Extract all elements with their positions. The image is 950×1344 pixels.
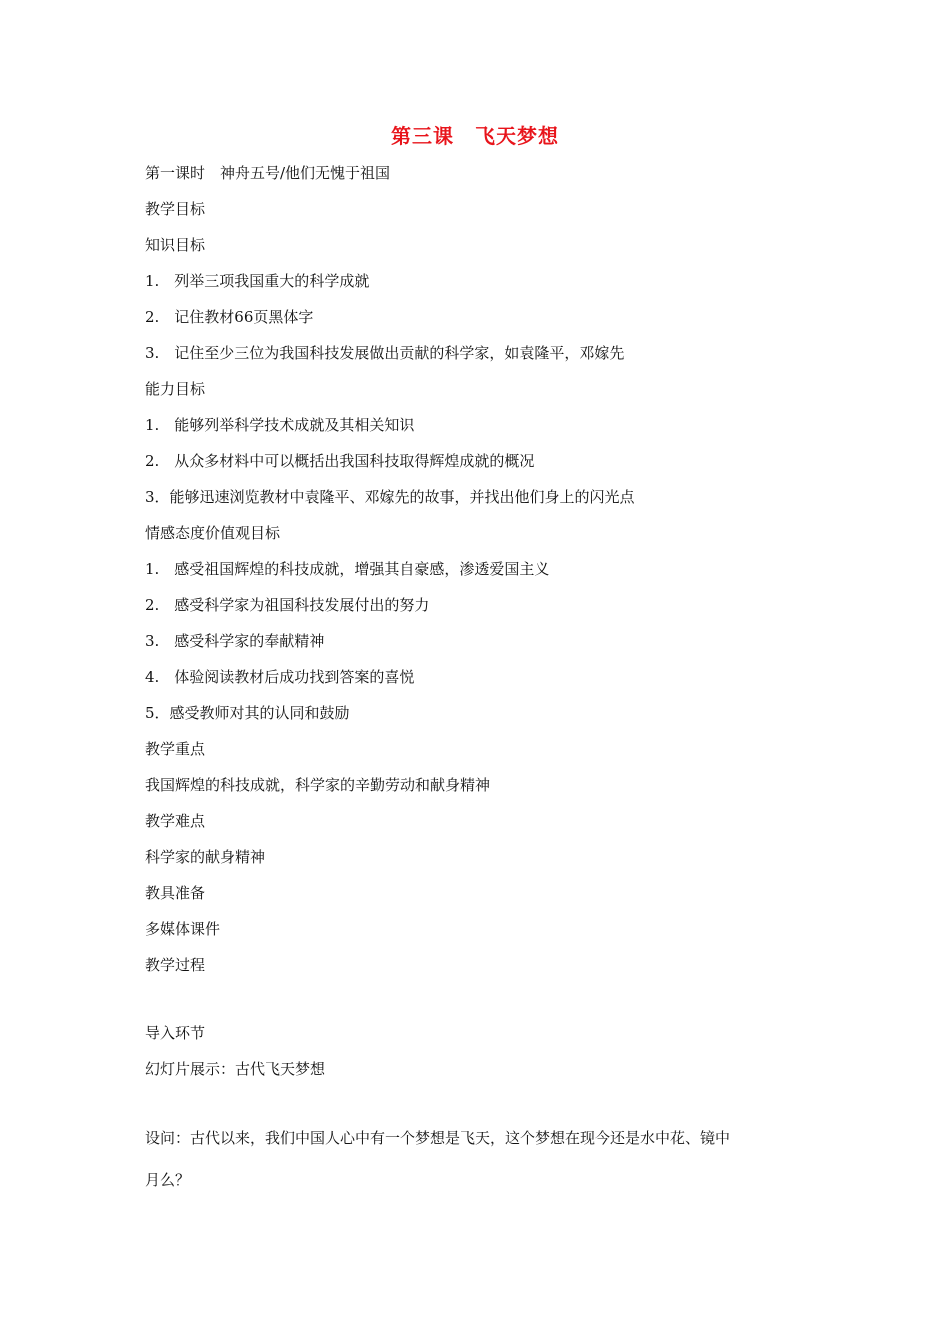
subheading-ability-goals: 能力目标 xyxy=(145,380,206,398)
emotion-goal-item: 3. 感受科学家的奉献精神 xyxy=(145,632,325,650)
slide-show-text: 幻灯片展示：古代飞天梦想 xyxy=(145,1060,326,1078)
emotion-goal-item: 2. 感受科学家为祖国科技发展付出的努力 xyxy=(145,596,430,614)
section-heading-key-points: 教学重点 xyxy=(145,740,206,758)
section-heading-teaching-aids: 教具准备 xyxy=(145,884,206,902)
emotion-goal-item: 1. 感受祖国辉煌的科技成就，增强其自豪感，渗透爱国主义 xyxy=(145,560,550,578)
lesson-title: 第三课 飞天梦想 xyxy=(391,124,559,148)
ability-goal-item: 3．能够迅速浏览教材中袁隆平、邓嫁先的故事，并找出他们身上的闪光点 xyxy=(145,488,635,506)
key-points-text: 我国辉煌的科技成就，科学家的辛勤劳动和献身精神 xyxy=(145,776,491,794)
teaching-aids-text: 多媒体课件 xyxy=(145,920,221,938)
subheading-emotion-goals: 情感态度价值观目标 xyxy=(145,524,281,542)
question-text-line-2: 月么？ xyxy=(145,1171,191,1189)
question-text-line-1: 设问：古代以来，我们中国人心中有一个梦想是飞天，这个梦想在现今还是水中花、镜中 xyxy=(145,1129,731,1147)
section-heading-difficulties: 教学难点 xyxy=(145,812,206,830)
lesson-period-line: 第一课时 神舟五号/他们无愧于祖国 xyxy=(145,164,391,182)
ability-goal-item: 2. 从众多材料中可以概括出我国科技取得辉煌成就的概况 xyxy=(145,452,535,470)
emotion-goal-item: 5．感受教师对其的认同和鼓励 xyxy=(145,704,350,722)
section-heading-teaching-process: 教学过程 xyxy=(145,956,206,974)
subheading-introduction: 导入环节 xyxy=(145,1024,206,1042)
ability-goal-item: 1. 能够列举科学技术成就及其相关知识 xyxy=(145,416,415,434)
knowledge-goal-item: 2. 记住教材66页黑体字 xyxy=(145,308,314,326)
emotion-goal-item: 4. 体验阅读教材后成功找到答案的喜悦 xyxy=(145,668,415,686)
knowledge-goal-item: 3. 记住至少三位为我国科技发展做出贡献的科学家，如袁隆平，邓嫁先 xyxy=(145,344,625,362)
section-heading-teaching-goals: 教学目标 xyxy=(145,200,206,218)
difficulties-text: 科学家的献身精神 xyxy=(145,848,266,866)
subheading-knowledge-goals: 知识目标 xyxy=(145,236,206,254)
knowledge-goal-item: 1. 列举三项我国重大的科学成就 xyxy=(145,272,370,290)
